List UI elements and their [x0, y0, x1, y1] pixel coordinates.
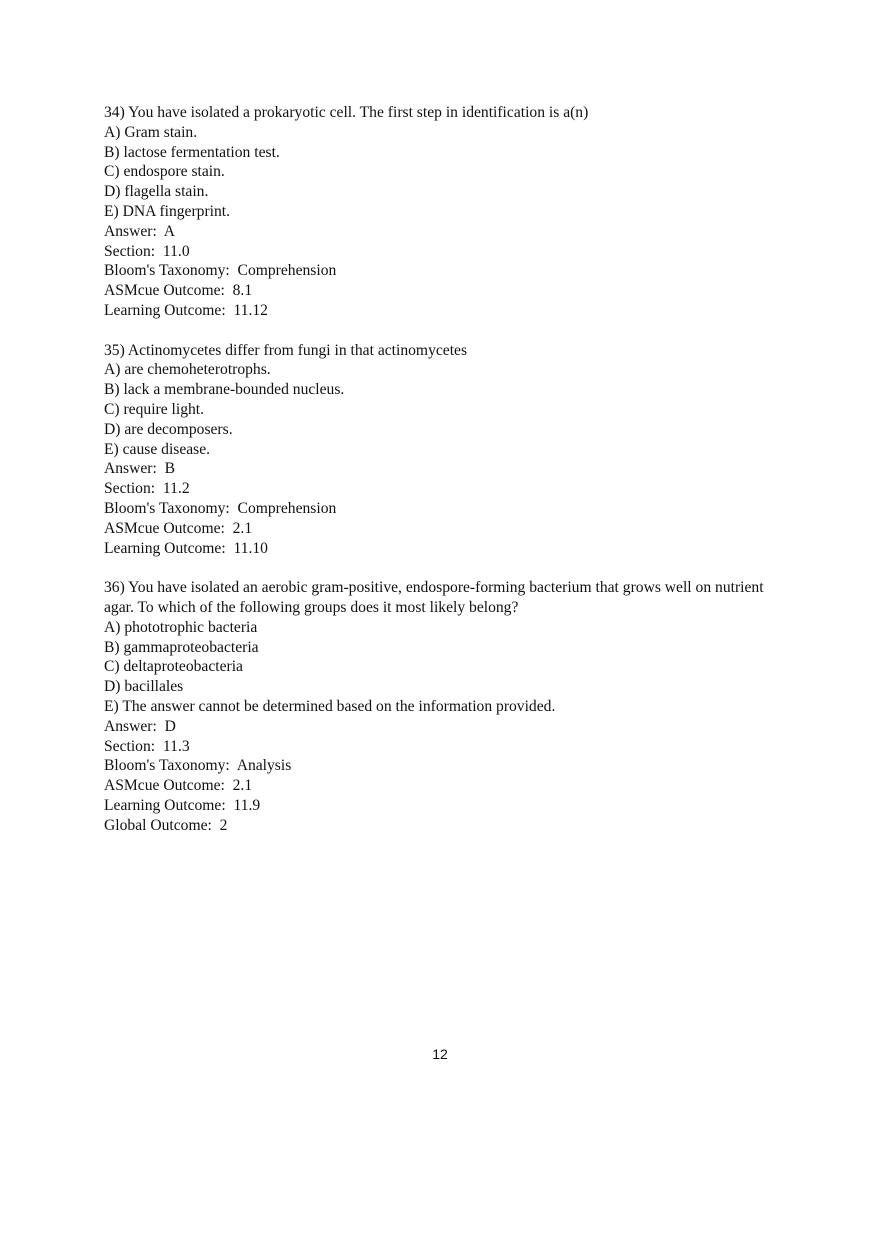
- option-e: E) cause disease.: [104, 440, 211, 458]
- question-34: [104, 103, 784, 321]
- option-b: B) gammaproteobacteria: [104, 638, 259, 656]
- bloom-taxonomy-line: Bloom's Taxonomy: Analysis: [104, 757, 292, 775]
- answer-line: Answer: B: [104, 460, 176, 478]
- option-d: D) bacillales: [104, 678, 184, 696]
- question-list: [104, 103, 784, 855]
- learning-outcome-line: Learning Outcome: 11.10: [104, 539, 268, 557]
- asmcue-outcome-line: ASMcue Outcome: 8.1: [104, 282, 253, 300]
- answer-line: Answer: A: [104, 222, 176, 240]
- question-stem: 36) You have isolated an aerobic gram-positive, endospore-forming bacterium that grows well on nutrient agar. To which of the following groups does it most likely belong?: [104, 579, 768, 616]
- option-a: A) are chemoheterotrophs.: [104, 361, 271, 379]
- option-d: D) are decomposers.: [104, 420, 233, 438]
- bloom-taxonomy-line: Bloom's Taxonomy: Comprehension: [104, 499, 337, 517]
- section-line: Section: 11.0: [104, 242, 190, 260]
- option-b: B) lactose fermentation test.: [104, 143, 280, 161]
- option-e: E) The answer cannot be determined based on the information provided.: [104, 697, 556, 715]
- learning-outcome-line: Learning Outcome: 11.9: [104, 796, 261, 814]
- option-b: B) lack a membrane-bounded nucleus.: [104, 381, 345, 399]
- option-d: D) flagella stain.: [104, 183, 209, 201]
- option-a: A) phototrophic bacteria: [104, 618, 258, 636]
- asmcue-outcome-line: ASMcue Outcome: 2.1: [104, 519, 253, 537]
- global-outcome-line: Global Outcome: 2: [104, 816, 228, 834]
- question-36: [104, 578, 784, 835]
- option-c: C) require light.: [104, 400, 205, 418]
- answer-line: Answer: D: [104, 717, 176, 735]
- bloom-taxonomy-line: Bloom's Taxonomy: Comprehension: [104, 262, 337, 280]
- option-c: C) endospore stain.: [104, 163, 225, 181]
- section-line: Section: 11.3: [104, 737, 190, 755]
- option-a: A) Gram stain.: [104, 123, 198, 141]
- question-stem: 35) Actinomycetes differ from fungi in that actinomycetes: [104, 341, 468, 359]
- option-c: C) deltaproteobacteria: [104, 658, 243, 676]
- option-e: E) DNA fingerprint.: [104, 202, 231, 220]
- question-35: [104, 341, 784, 559]
- asmcue-outcome-line: ASMcue Outcome: 2.1: [104, 777, 253, 795]
- question-stem: 34) You have isolated a prokaryotic cell. The first step in identification is a(n): [104, 104, 589, 121]
- page-number: 12: [432, 1046, 448, 1062]
- section-line: Section: 11.2: [104, 480, 190, 498]
- learning-outcome-line: Learning Outcome: 11.12: [104, 301, 268, 319]
